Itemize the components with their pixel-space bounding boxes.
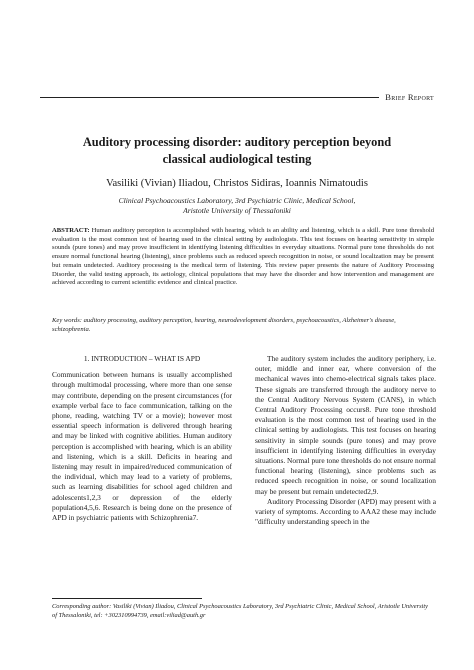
apd-symptoms-paragraph: Auditory Processing Disorder (APD) may present with a variety of symptoms. According to AAA2 these may include "difficulty understanding speech in the [255, 496, 436, 527]
header-rule [40, 97, 434, 98]
keywords: Key words: auditory processing, auditory perception, hearing, neurodevelopment disorders, psychoacoustics, Alzheimer's disease, schizophrenia. [52, 317, 396, 333]
section-label: Brief Report [379, 92, 434, 102]
article-title [40, 134, 434, 168]
right-column [255, 354, 436, 527]
title-line-2: classical audiological testing [162, 152, 312, 166]
footnote-rule [52, 598, 202, 599]
title-line-1: Auditory processing disorder: auditory perception beyond [82, 135, 392, 149]
affiliation-line-2: Aristotle University of Thessaloniki [183, 206, 291, 215]
section-heading: 1. INTRODUCTION – WHAT IS APD [83, 354, 201, 363]
left-column [52, 354, 232, 523]
corresponding-author-footnote: Corresponding author: Vasiliki (Vivian) Iliadou, Clinical Psychoacoustics Laboratory, 3rd Psychiatric Clinic, Medical School, Aristotle University of Thessaloniki, tel: +302310994739, email:viliad@auth.gr [52, 603, 428, 619]
abstract-text: Human auditory perception is accomplished with hearing, which is an ability and listening, which is a skill. Pure tone threshold evaluation is the most common test of hearing used in the clinical setting by audiologists. This test focuses on hearing sensitivity in simple sounds (pure tones) and may prove insufficient in identifying listening difficulties in everyday situations. Normal pure tone thresholds do not ensure normal functional hearing (listening), since problems such as reduced speech recognition in noise, or sound localization may be present but remain undetected. Auditory processing is the medical term of listening. This review paper presents the nature of Auditory Processing Disorder, the valid testing approach, its aetiology, clinical populations that may have the disorder and how intervention and management are achieved according to current scientific evidence and clinical practice. [52, 227, 434, 287]
abstract-block [52, 227, 434, 288]
auditory-system-paragraph: The auditory system includes the auditory periphery, i.e. outer, middle and inner ear, where conversion of the mechanical waves into chemo-electrical signals takes place. These signals are transferred through the auditory nerve to the Central Auditory Nervous System (CANS), in which Central Auditory Processing occurs8. Pure tone threshold evaluation is the most common test of hearing used in the clinical setting by audiologists. This test focuses on hearing sensitivity in simple sounds (pure tones) and may prove insufficient in identifying listening difficulties in everyday situations. Normal pure tone thresholds do not ensure normal functional hearing (listening), since problems such as reduced speech recognition in noise, or sound localization may be present but remain undetected2,9. [255, 354, 436, 496]
abstract-label: ABSTRACT: [52, 227, 90, 234]
intro-paragraph: Communication between humans is usually accomplished through multimodal processing, where more than one sense may contribute, depending on the present circumstances (for example verbal face to face communication, talking on the phone, reading, watching TV or a movie); however most essential speech information is delivered through hearing and may be linked with cognitive abilities. Human auditory perception is accomplished with hearing, which is an ability and listening, which is a skill. Deficits in hearing and listening may result in impaired/reduced communication of the individual, which may lead to a variety of problems, such as learning disabilities for school aged children and adolescents1,2,3 or depression of the elderly population4,5,6. Research is being done on the presence of APD in psychiatric patients with Schizophrenia7. [52, 370, 232, 523]
affiliation [40, 196, 434, 216]
author-list: Vasiliki (Vivian) Iliadou, Christos Sidiras, Ioannis Nimatoudis [106, 178, 368, 189]
affiliation-line-1: Clinical Psychoacoustics Laboratory, 3rd Psychiatric Clinic, Medical School, [118, 196, 356, 205]
